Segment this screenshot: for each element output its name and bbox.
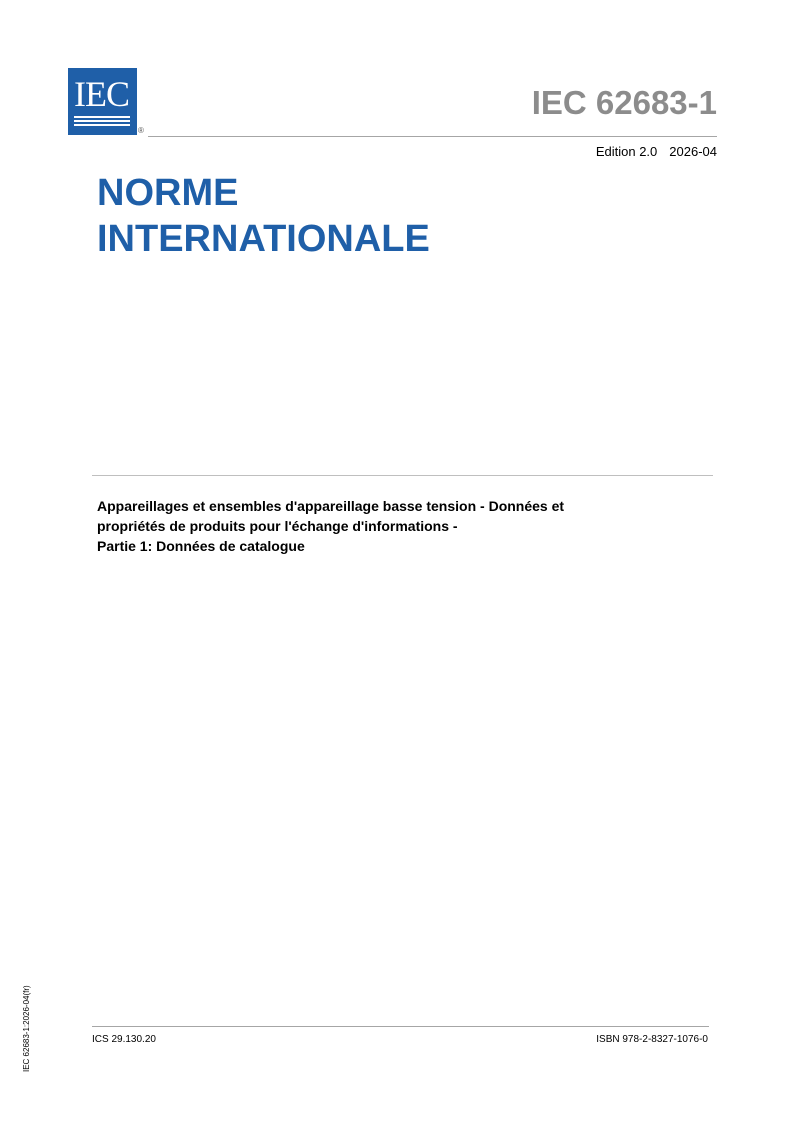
title-line-1: Appareillages et ensembles d'appareillage basse tension - Données et [97,498,565,514]
document-title [97,496,697,556]
footer-divider [92,1026,709,1027]
document-number: IEC 62683-1 [531,84,717,121]
ics-code: ICS 29.130.20 [92,1034,156,1045]
document-type [97,170,430,262]
edition-info [596,144,717,159]
edition-date: 2026-04 [669,144,717,159]
header-divider [148,136,717,137]
document-type-line-1: NORME [97,172,239,214]
document-type-line-2: INTERNATIONALE [97,218,430,260]
spine-reference: IEC 62683-1:2026-04(fr) [22,985,31,1072]
title-line-3: Partie 1: Données de catalogue [97,538,305,554]
logo-text: IEC [74,74,129,114]
title-divider [92,475,713,476]
title-line-2: propriétés de produits pour l'échange d'informations - [97,518,458,534]
iec-logo [68,68,137,135]
isbn-code: ISBN 978-2-8327-1076-0 [596,1034,708,1045]
logo-lines-icon [74,116,130,128]
edition-label: Edition 2.0 [595,144,658,159]
registered-mark: ® [138,126,144,135]
